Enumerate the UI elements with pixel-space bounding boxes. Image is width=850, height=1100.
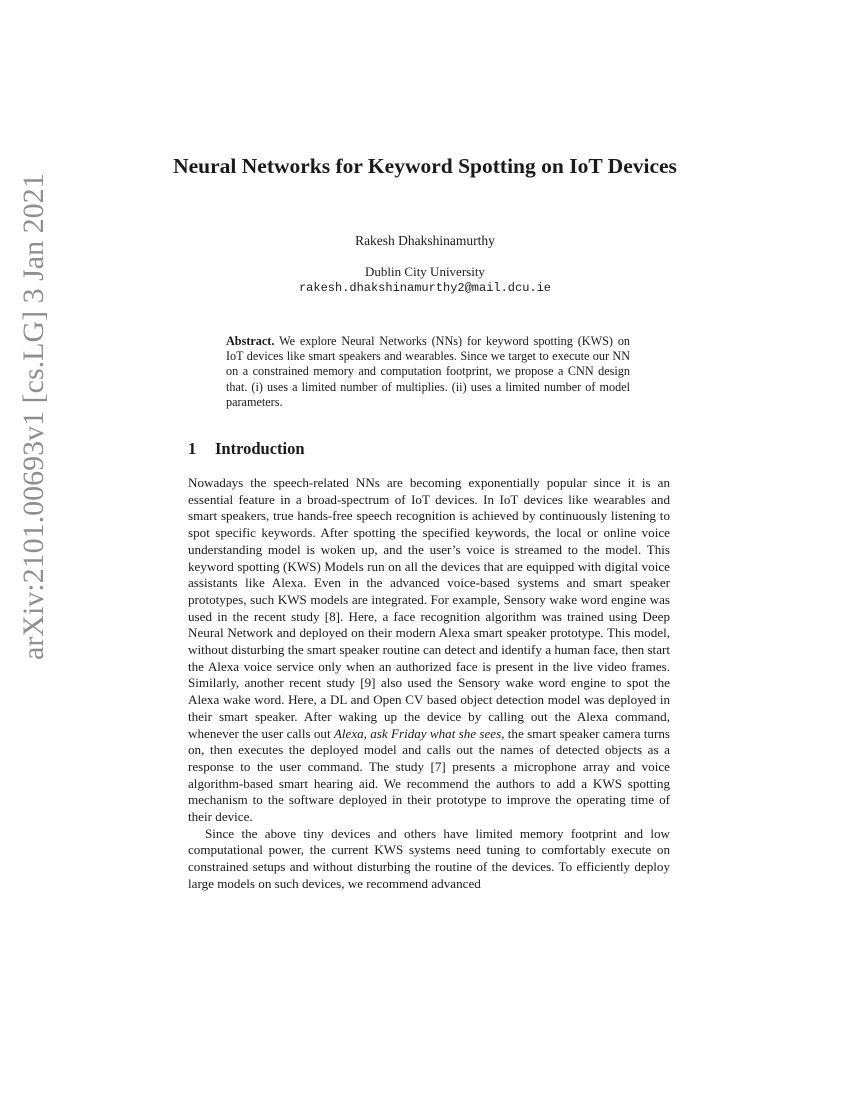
abstract (226, 334, 630, 410)
author-affiliation-block (150, 263, 700, 297)
section-title: Introduction (215, 439, 305, 458)
abstract-label: Abstract. (226, 334, 275, 348)
author-name: Rakesh Dhakshinamurthy (355, 233, 495, 248)
author-email: rakesh.dhakshinamurthy2@mail.dcu.ie (298, 281, 552, 295)
abstract-text: We explore Neural Networks (NNs) for keyword spotting (KWS) on IoT devices like smart speakers and wearables. Since we target to execute our NN on a constrained memory and computation footprint, we propose a CNN design that. (i) uses a limited number of multiplies. (ii) uses a limited number of model parameters. (226, 334, 631, 409)
arxiv-identifier-stamp: arXiv:2101.00693v1 [cs.LG] 3 Jan 2021 (17, 173, 50, 660)
section-heading (188, 438, 668, 460)
affiliation: Dublin City University (365, 264, 485, 279)
paragraph-1 (188, 475, 670, 826)
section-body (188, 475, 670, 893)
paper-title: Neural Networks for Keyword Spotting on IoT Devices (173, 154, 677, 178)
paragraph-2: Since the above tiny devices and others have limited memory footprint and low computational power, the current KWS systems need tuning to comfortably execute on constrained setups and without disturbing the routine of the devices. To efficiently deploy large models on such devices, we recommend advanced (188, 825, 670, 891)
paragraph-1-part-1: Nowadays the speech-related NNs are becoming exponentially popular since it is an essential feature in a broad-spectrum of IoT devices. In IoT devices like wearables and smart speakers, true hands-free speech recognition is achieved by continuously listening to spot specific keywords. After spotting the specified keywords, the local or online voice understanding model is woken up, and the user’s voice is streamed to the model. This keyword spotting (KWS) Models run on all the devices that are equipped with digital voice assistants like Alexa. Even in the advanced voice-based systems and smart speaker prototypes, such KWS models are integrated. For example, Sensory wake word engine was used in the recent study [8]. Here, a face recognition algorithm was trained using Deep Neural Network and deployed on their modern Alexa smart speaker prototype. This model, without disturbing the smart speaker routine can detect and identify a human face, then start the Alexa voice service only when an authorized face is present in the live video frames. Similarly, another recent study [9] also used the Sensory wake word engine to spot the Alexa wake word. Here, a DL and Open CV based object detection model was deployed in their smart speaker. After waking up the device by calling out the Alexa command, whenever the user calls out (188, 475, 670, 741)
paragraph-1-italic-phrase: Alexa, ask Friday what she sees (333, 725, 502, 741)
section-number: 1 (188, 439, 197, 458)
paragraph-1-part-2: , the smart speaker camera turns on, then executes the deployed model and calls out the names of detected objects as a response to the user command. The study [7] presents a microphone array and voice algorithm-based smart hearing aid. We recommend the authors to add a KWS spotting mechanism to the software deployed in their prototype to improve the operating time of their device. (188, 725, 670, 825)
